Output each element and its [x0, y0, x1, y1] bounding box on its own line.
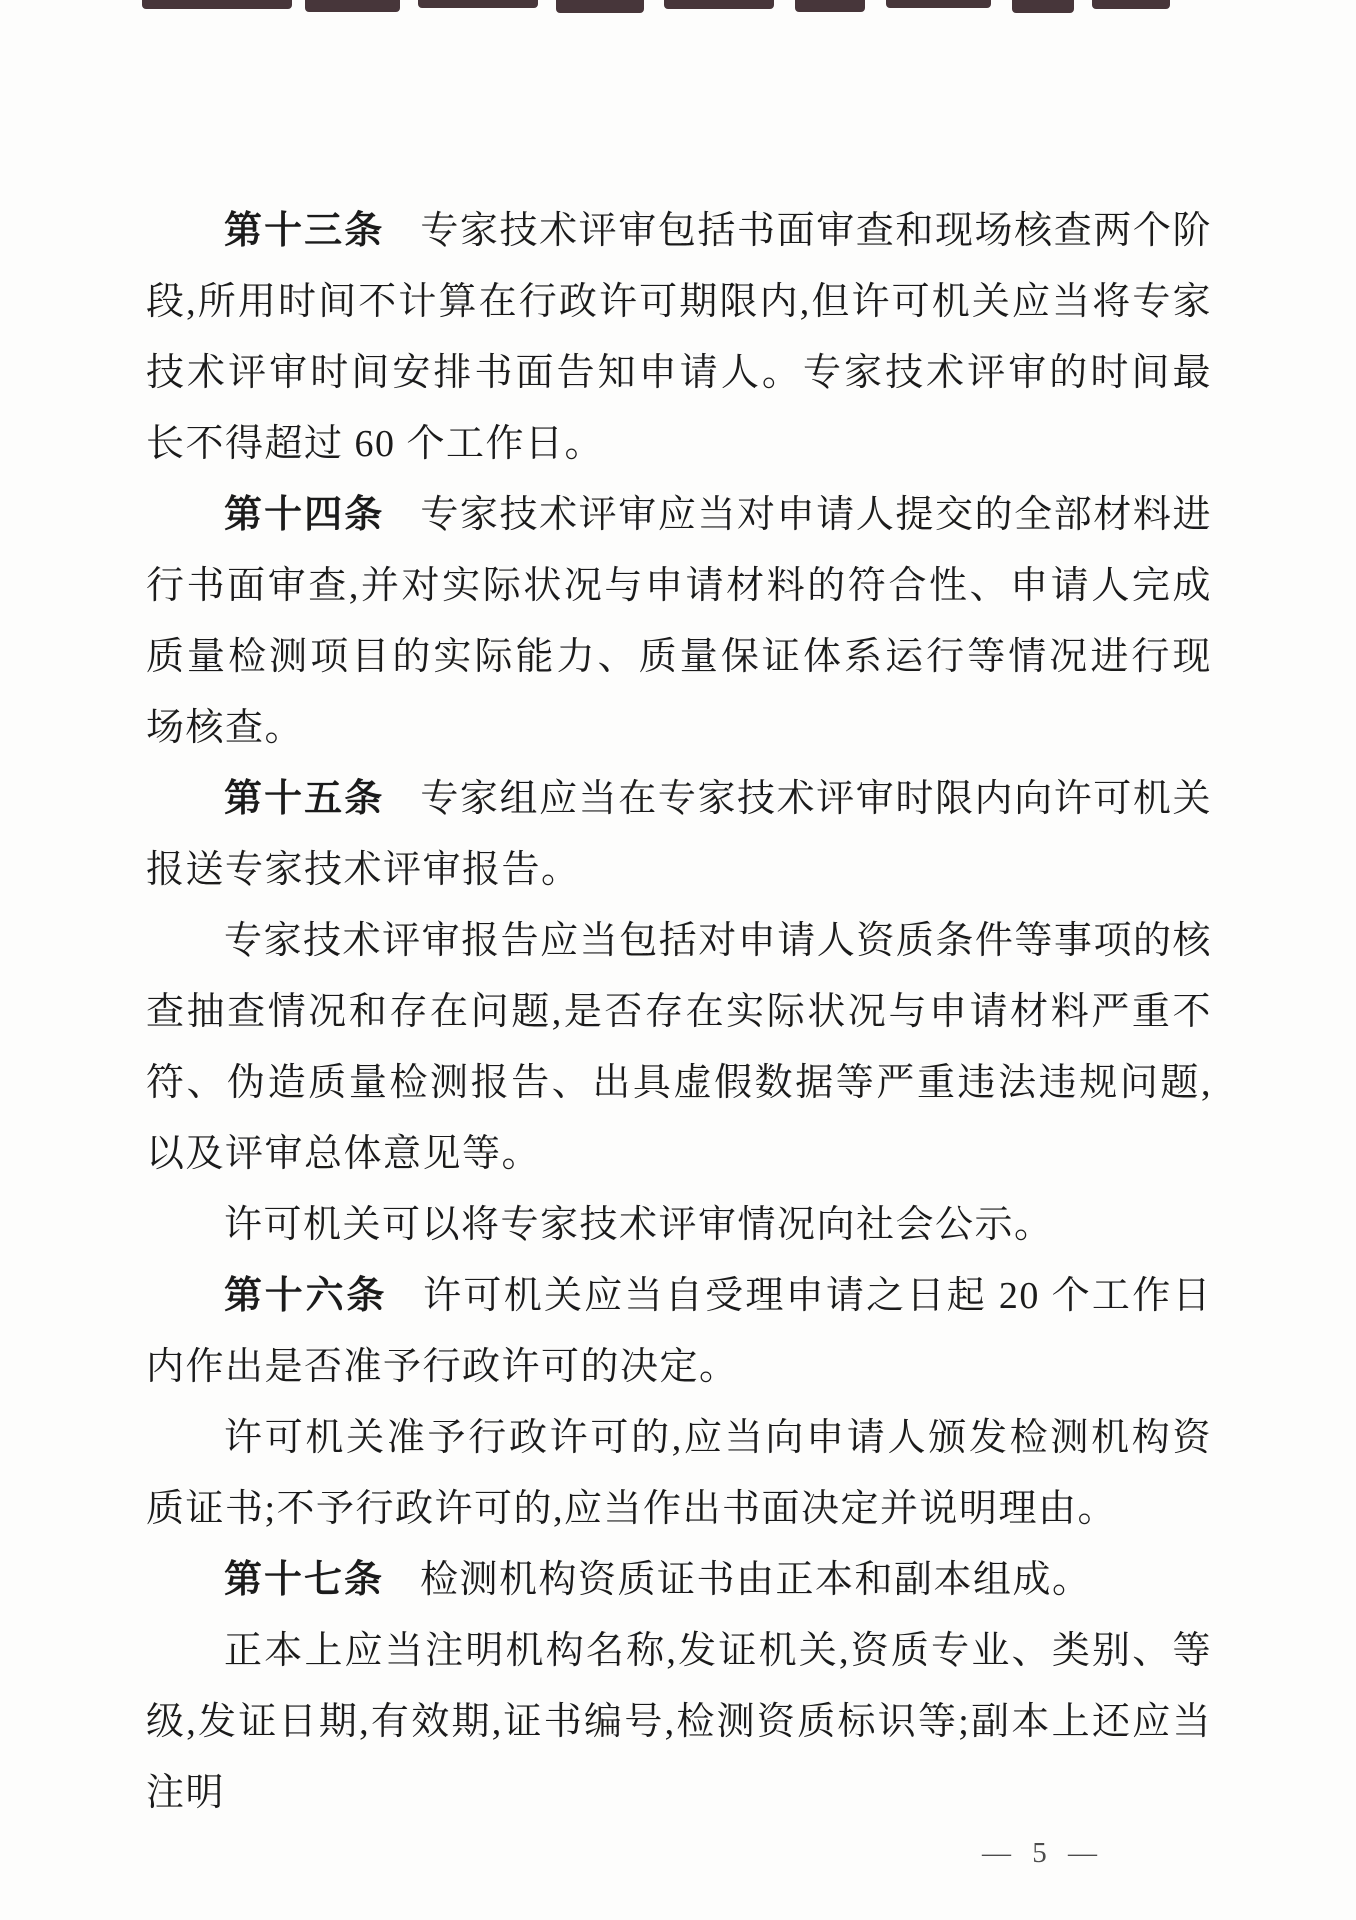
- article-15-text: 专家组应当在专家技术评审时限内向许可机关报送专家技术评审报告。: [146, 778, 1212, 891]
- article-16-paragraph: [146, 1261, 1212, 1403]
- article-16-number: 第十六条: [224, 1275, 388, 1317]
- article-14-paragraph: [146, 480, 1212, 764]
- article-15-report-content-paragraph: [146, 906, 1212, 1190]
- document-body: [146, 196, 1212, 1829]
- paragraph-text: 专家技术评审报告应当包括对申请人资质条件等事项的核查抽查情况和存在问题,是否存在实际状况与申请材料严重不符、伪造质量检测报告、出具虚假数据等严重违法违规问题,以及评审总体意见等。: [146, 920, 1212, 1175]
- article-14-text: 专家技术评审应当对申请人提交的全部材料进行书面审查,并对实际状况与申请材料的符合性、申请人完成质量检测项目的实际能力、质量保证体系运行等情况进行现场核查。: [146, 494, 1212, 749]
- page-number: — 5 —: [982, 1837, 1104, 1869]
- scan-artifact-mark: [418, 0, 538, 8]
- article-17-certificate-paragraph: [146, 1616, 1212, 1829]
- article-13-text: 专家技术评审包括书面审查和现场核查两个阶段,所用时间不计算在行政许可期限内,但许可机关应当将专家技术评审时间安排书面告知申请人。专家技术评审的时间最长不得超过 60 个工作日。: [146, 210, 1212, 465]
- scan-artifact-mark: [886, 0, 991, 8]
- article-15-number: 第十五条: [224, 778, 385, 820]
- scan-artifact-mark: [305, 0, 400, 12]
- article-16-decision-paragraph: [146, 1403, 1212, 1545]
- article-14-number: 第十四条: [224, 494, 385, 536]
- article-15-paragraph: [146, 764, 1212, 906]
- paragraph-text: 许可机关准予行政许可的,应当向申请人颁发检测机构资质证书;不予行政许可的,应当作出书面决定并说明理由。: [146, 1417, 1212, 1530]
- scan-artifact-mark: [1092, 0, 1170, 9]
- article-17-text: 检测机构资质证书由正本和副本组成。: [420, 1559, 1092, 1601]
- scan-artifact-mark: [1012, 0, 1074, 13]
- scan-artifact-strip: [0, 0, 1356, 16]
- article-17-paragraph: [146, 1545, 1212, 1616]
- paragraph-text: 正本上应当注明机构名称,发证机关,资质专业、类别、等级,发证日期,有效期,证书编号,检测资质标识等;副本上还应当注明: [146, 1630, 1212, 1814]
- paragraph-text: 许可机关可以将专家技术评审情况向社会公示。: [224, 1204, 1054, 1246]
- scan-artifact-mark: [142, 0, 292, 9]
- scan-artifact-mark: [664, 0, 774, 9]
- article-15-publicity-paragraph: [146, 1190, 1212, 1261]
- scan-artifact-mark: [556, 0, 644, 13]
- article-17-number: 第十七条: [224, 1559, 385, 1601]
- scan-artifact-mark: [795, 0, 865, 12]
- article-13-number: 第十三条: [224, 210, 385, 252]
- article-16-text: 许可机关应当自受理申请之日起 20 个工作日内作出是否准予行政许可的决定。: [146, 1275, 1212, 1388]
- article-13-paragraph: [146, 196, 1212, 480]
